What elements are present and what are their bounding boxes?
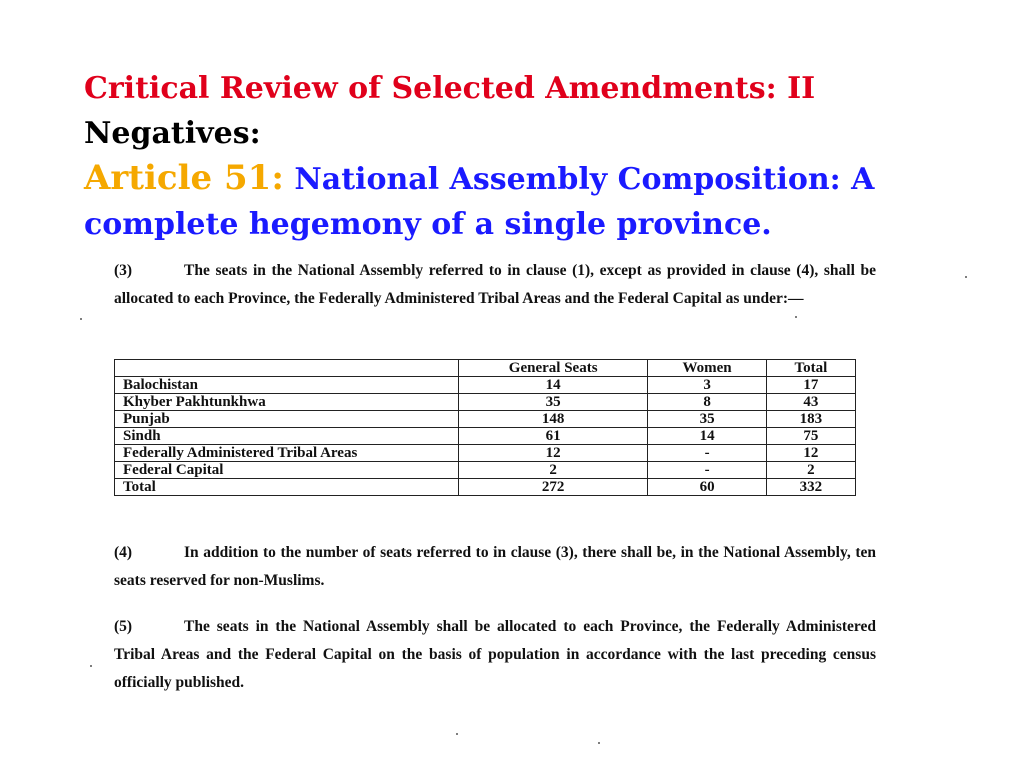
row-name: Punjab [115,411,459,428]
row-general: 2 [459,462,648,479]
clause-3-text: The seats in the National Assembly referred to in clause (1), except as provided in clause (4), shall be allocated to each Province, the Federally Administered Tribal Areas and the Federal Capital as under:— [114,262,876,307]
slide-title-block [84,66,984,247]
table-row [115,411,856,428]
row-total: 12 [766,445,855,462]
row-women: 14 [648,428,766,445]
row-general: 61 [459,428,648,445]
row-general: 12 [459,445,648,462]
row-total: 17 [766,377,855,394]
row-name: Sindh [115,428,459,445]
scan-speck [795,316,797,318]
header-blank [115,360,459,377]
row-name: Federally Administered Tribal Areas [115,445,459,462]
seat-allocation-table [114,359,856,496]
article-label: Article 51: [84,158,284,198]
row-women: 8 [648,394,766,411]
table-row [115,377,856,394]
row-general: 14 [459,377,648,394]
row-total: 43 [766,394,855,411]
clause-4-number: (4) [114,544,133,561]
article-subtitle-b: complete hegemony of a single province. [84,207,772,242]
row-general: 272 [459,479,648,496]
row-total: 332 [766,479,855,496]
row-name: Balochistan [115,377,459,394]
header-general-seats: General Seats [459,360,648,377]
table-row [115,394,856,411]
clause-3-number: (3) [114,262,133,279]
row-general: 35 [459,394,648,411]
scan-speck [598,742,600,744]
article-heading [84,156,984,202]
row-women: - [648,462,766,479]
row-women: 3 [648,377,766,394]
row-name: Total [115,479,459,496]
row-total: 183 [766,411,855,428]
scan-speck [90,665,92,667]
scan-speck [965,276,967,278]
article-subtitle-a: National Assembly Composition: A [294,162,875,197]
clause-4-text: In addition to the number of seats referred to in clause (3), there shall be, in the National Assembly, ten seats reserved for non-Muslims. [114,544,876,589]
table-total-row [115,479,856,496]
row-total: 2 [766,462,855,479]
row-women: 60 [648,479,766,496]
table-row [115,445,856,462]
clause-5-text: The seats in the National Assembly shall be allocated to each Province, the Federally Administered Tribal Areas and the Federal Capital on the basis of population in accordance with the last preceding census officially published. [114,618,876,691]
table-header-row [115,360,856,377]
row-name: Khyber Pakhtunkhwa [115,394,459,411]
table-row [115,462,856,479]
clause-5 [114,613,876,697]
clause-4 [114,539,876,595]
scan-speck [456,733,458,735]
clause-5-number: (5) [114,618,133,635]
scan-speck [80,318,82,320]
slide-title: Critical Review of Selected Amendments: II [84,71,816,106]
clause-3 [114,257,876,313]
row-women: 35 [648,411,766,428]
header-women: Women [648,360,766,377]
row-women: - [648,445,766,462]
row-general: 148 [459,411,648,428]
header-total: Total [766,360,855,377]
row-name: Federal Capital [115,462,459,479]
table-row [115,428,856,445]
row-total: 75 [766,428,855,445]
section-heading: Negatives: [84,116,261,151]
